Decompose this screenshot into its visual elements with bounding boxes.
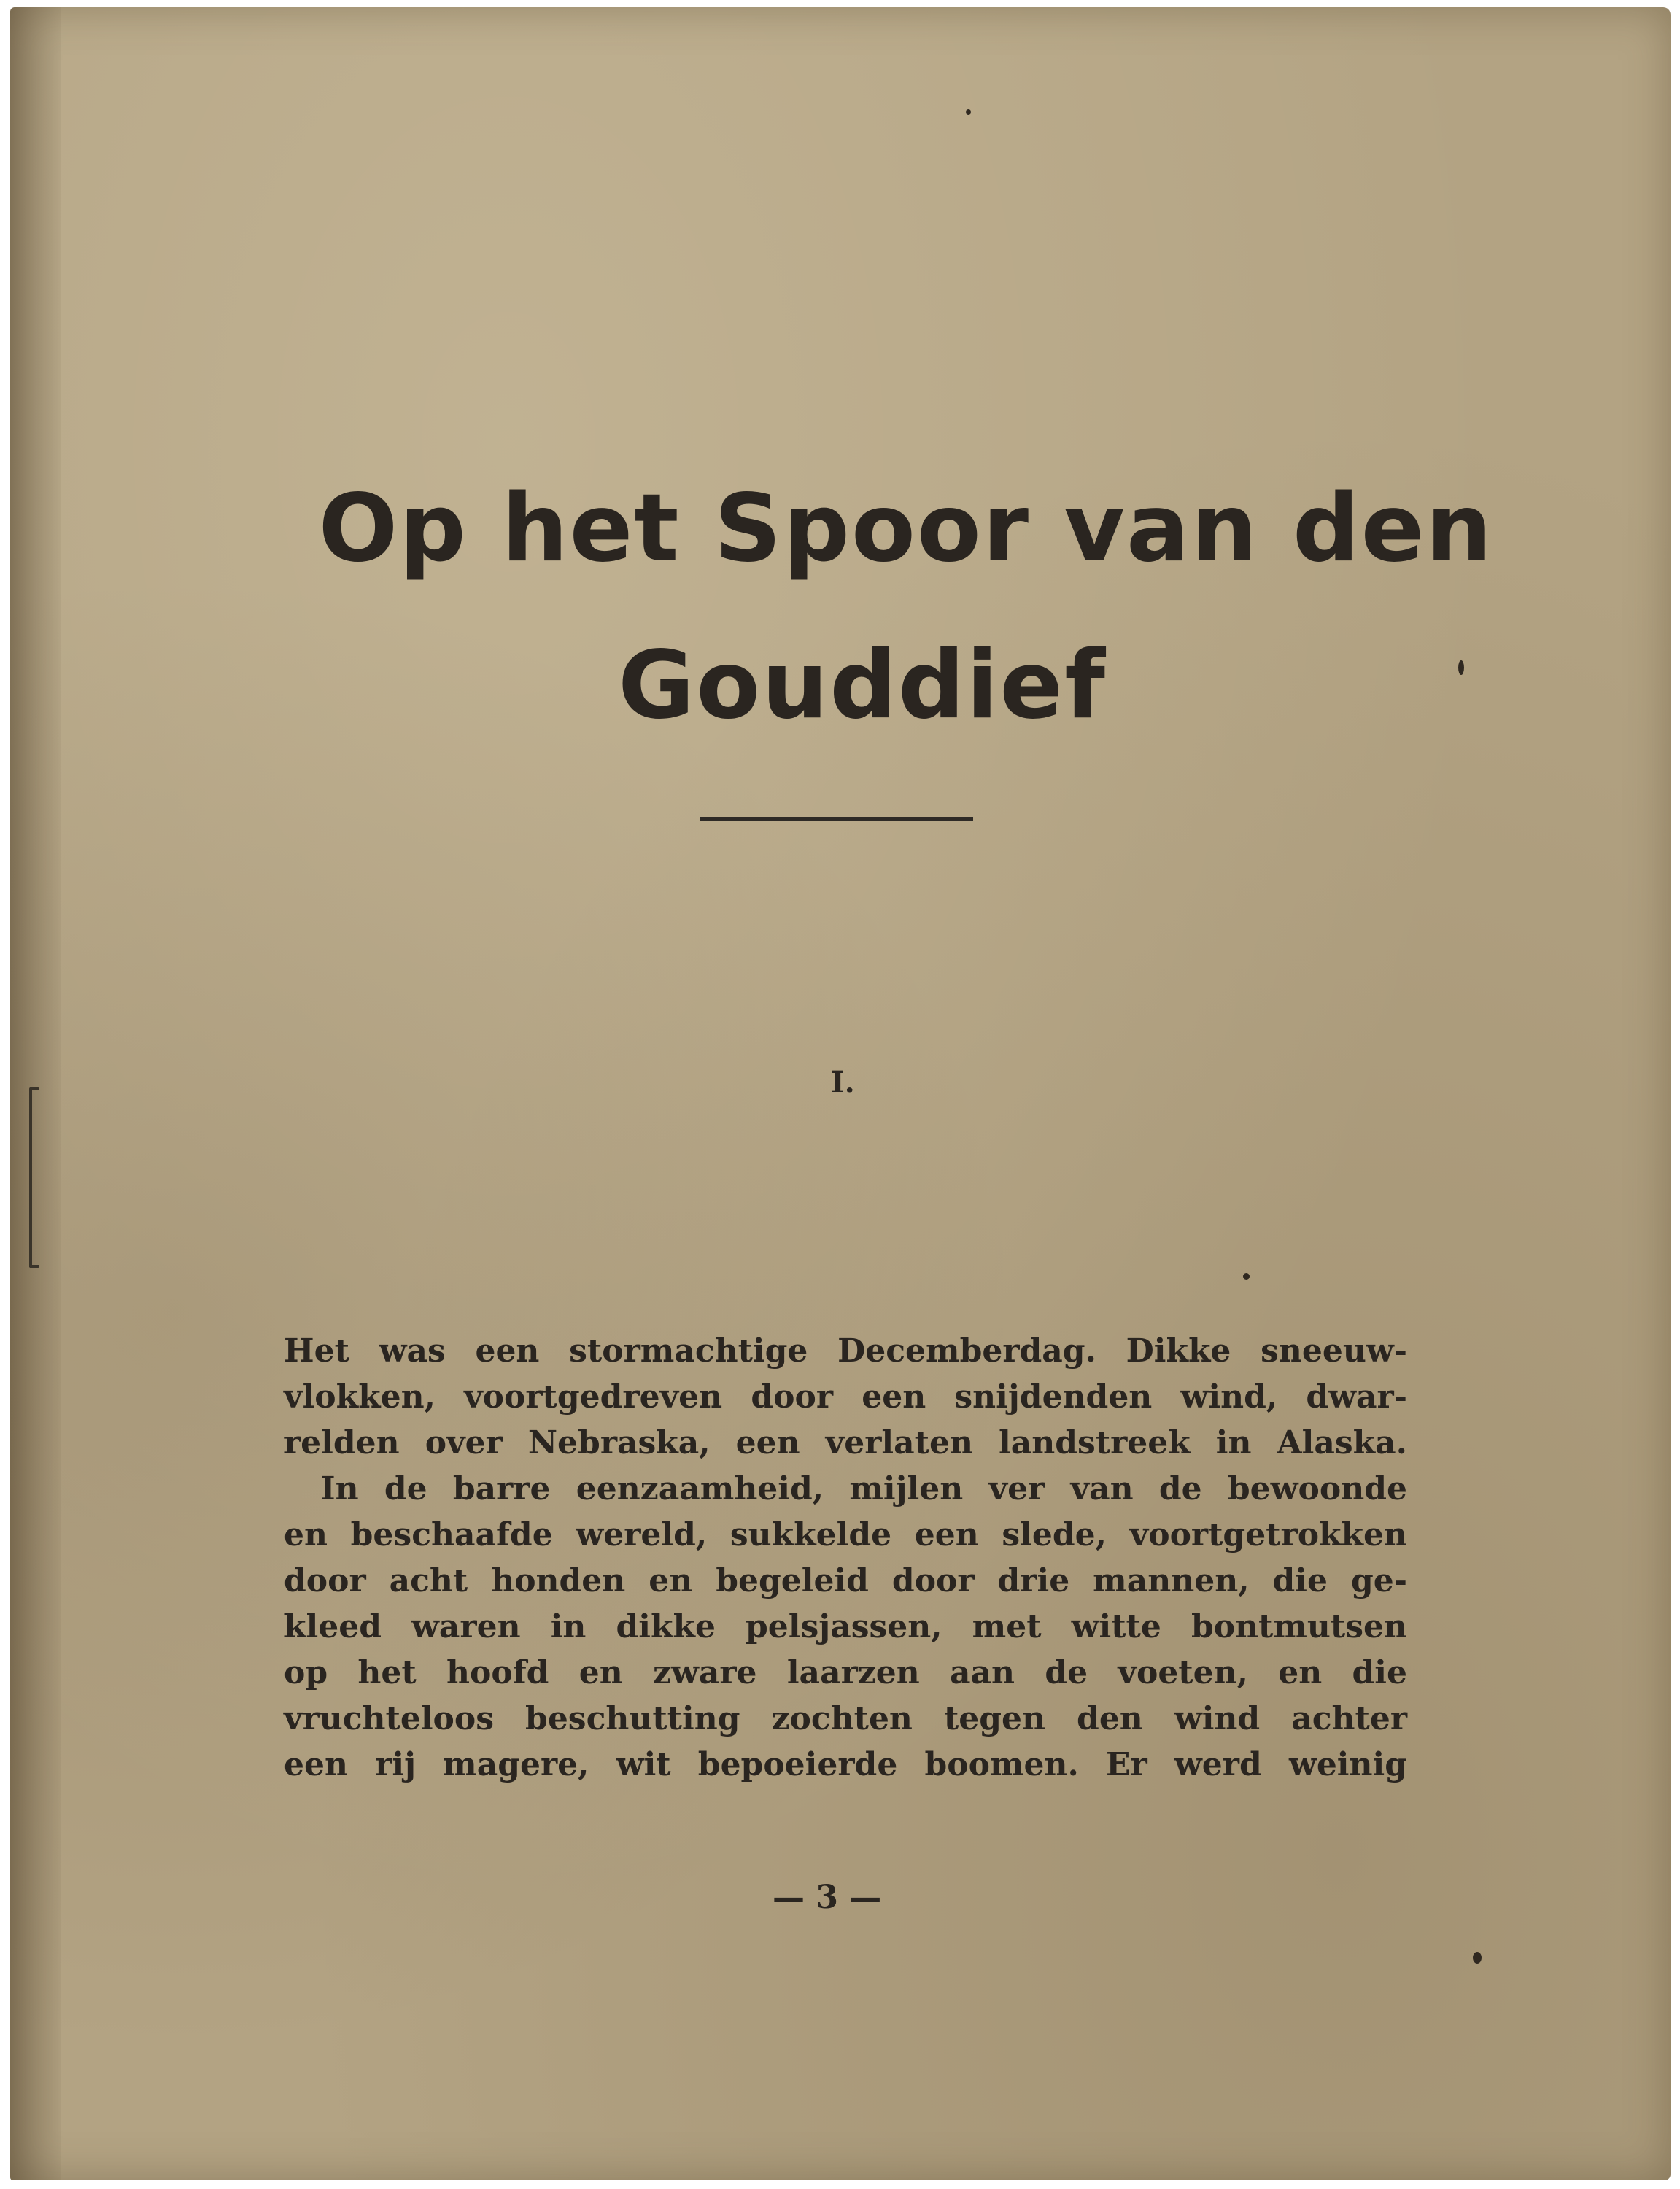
body-paragraph	[284, 1328, 1407, 1788]
chapter-heading: I.	[831, 1065, 855, 1100]
body-line: door acht honden en begeleid door drie mannen, die ge-	[284, 1562, 1407, 1599]
body-line: In de barre eenzaamheid, mijlen ver van de bewoonde	[320, 1470, 1407, 1507]
body-line: op het hoofd en zware laarzen aan de voeten, en die	[284, 1654, 1407, 1691]
binding-staple	[29, 1087, 39, 1268]
page-number: — 3 —	[773, 1879, 882, 1916]
body-line: Het was een stormachtige Decemberdag. Dikke sneeuw-	[284, 1332, 1407, 1370]
book-page	[10, 7, 1671, 2180]
ink-spot	[966, 109, 971, 115]
ink-spot	[1473, 1952, 1482, 1964]
body-line: en beschaafde wereld, sukkelde een slede, voortgetrokken	[284, 1516, 1407, 1553]
title-divider	[700, 817, 973, 821]
body-line: kleed waren in dikke pelsjassen, met witte bontmutsen	[284, 1608, 1407, 1645]
body-line: vruchteloos beschutting zochten tegen den wind achter	[284, 1700, 1407, 1737]
ink-spot	[1243, 1273, 1250, 1280]
title-line-2: Gouddief	[618, 631, 1107, 740]
body-line: een rij magere, wit bepoeierde boomen. Er werd weinig	[284, 1746, 1407, 1783]
ink-spot	[1458, 660, 1464, 675]
body-line: vlokken, voortgedreven door een snijdenden wind, dwar-	[284, 1378, 1407, 1416]
title-line-1: Op het Spoor van den	[318, 474, 1494, 583]
body-line: relden over Nebraska, een verlaten landstreek in Alaska.	[284, 1424, 1407, 1462]
